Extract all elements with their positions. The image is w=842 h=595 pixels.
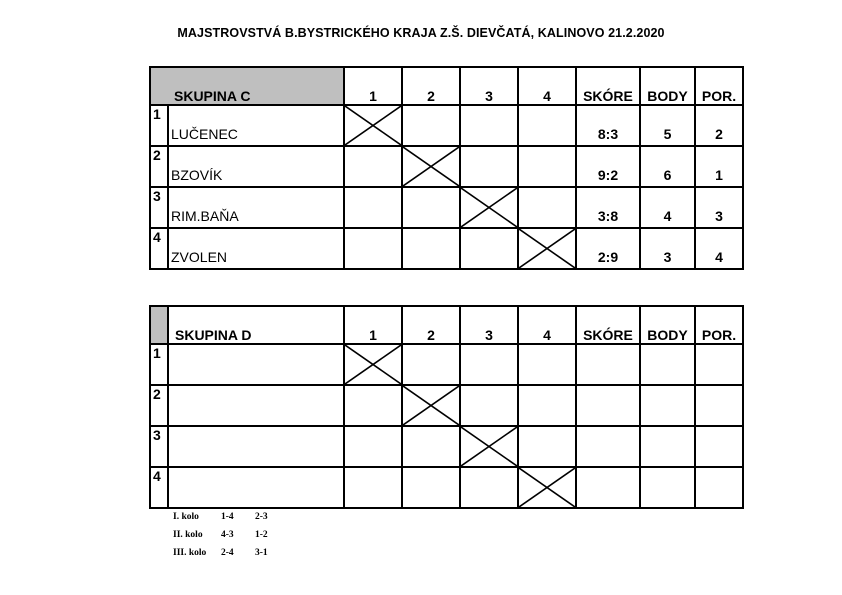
team-row <box>150 344 743 385</box>
score-cell: 2:9 <box>576 228 640 269</box>
match-result-cell <box>402 228 460 269</box>
match-result-cell <box>518 105 576 146</box>
team-row <box>150 426 743 467</box>
match-result-cell <box>344 187 402 228</box>
column-header: 2 <box>402 67 460 105</box>
score-cell: 3:8 <box>576 187 640 228</box>
team-row <box>150 385 743 426</box>
row-number: 1 <box>150 344 168 385</box>
match-result-cell <box>518 385 576 426</box>
rank-cell: 2 <box>695 105 743 146</box>
match-result-cell <box>518 146 576 187</box>
round-match: 4-3 <box>221 530 234 540</box>
team-row <box>150 228 743 269</box>
team-name <box>168 385 344 426</box>
score-cell <box>576 344 640 385</box>
score-cell: 8:3 <box>576 105 640 146</box>
self-match-cross <box>460 187 518 228</box>
page-title: MAJSTROVSTVÁ B.BYSTRICKÉHO KRAJA Z.Š. DIEVČATÁ, KALINOVO 21.2.2020 <box>177 26 665 40</box>
column-header: 1 <box>344 67 402 105</box>
match-result-cell <box>460 344 518 385</box>
rank-cell <box>695 385 743 426</box>
rank-cell: 4 <box>695 228 743 269</box>
match-result-cell <box>518 344 576 385</box>
row-number: 2 <box>150 146 168 187</box>
match-result-cell <box>344 467 402 508</box>
column-header: SKÓRE <box>576 67 640 105</box>
team-name <box>168 467 344 508</box>
round-row <box>173 508 268 526</box>
match-result-cell <box>460 467 518 508</box>
round-match: 2-4 <box>221 548 234 558</box>
team-name: ZVOLEN <box>168 228 344 269</box>
self-match-cross <box>344 105 402 146</box>
points-cell: 6 <box>640 146 695 187</box>
round-match: 3-1 <box>255 548 268 558</box>
match-result-cell <box>402 426 460 467</box>
column-header: 2 <box>402 306 460 344</box>
round-row <box>173 526 268 544</box>
team-name: BZOVÍK <box>168 146 344 187</box>
self-match-cross <box>402 385 460 426</box>
group-d-table <box>149 305 744 509</box>
self-match-cross <box>460 426 518 467</box>
team-name <box>168 426 344 467</box>
team-row <box>150 187 743 228</box>
match-result-cell <box>344 426 402 467</box>
points-cell <box>640 385 695 426</box>
row-number: 3 <box>150 187 168 228</box>
team-row <box>150 105 743 146</box>
row-number: 1 <box>150 105 168 146</box>
header-shade <box>150 67 168 105</box>
group-c-table <box>149 66 744 270</box>
self-match-cross <box>518 467 576 508</box>
match-result-cell <box>344 385 402 426</box>
match-result-cell <box>344 228 402 269</box>
row-number: 4 <box>150 228 168 269</box>
round-row <box>173 544 268 562</box>
round-label: I. kolo <box>173 512 199 522</box>
team-name <box>168 344 344 385</box>
rank-cell: 3 <box>695 187 743 228</box>
round-label: II. kolo <box>173 530 203 540</box>
self-match-cross <box>402 146 460 187</box>
round-match: 2-3 <box>255 512 268 522</box>
points-cell: 5 <box>640 105 695 146</box>
round-label: III. kolo <box>173 548 207 558</box>
column-header: 1 <box>344 306 402 344</box>
match-result-cell <box>402 187 460 228</box>
self-match-cross <box>518 228 576 269</box>
score-cell <box>576 385 640 426</box>
score-cell <box>576 426 640 467</box>
points-cell <box>640 467 695 508</box>
match-result-cell <box>518 187 576 228</box>
match-result-cell <box>460 228 518 269</box>
points-cell <box>640 426 695 467</box>
match-result-cell <box>460 105 518 146</box>
team-row <box>150 146 743 187</box>
match-result-cell <box>402 105 460 146</box>
column-header: 4 <box>518 67 576 105</box>
score-cell <box>576 467 640 508</box>
match-result-cell <box>402 344 460 385</box>
match-result-cell <box>402 467 460 508</box>
match-result-cell <box>460 146 518 187</box>
team-name: LUČENEC <box>168 105 344 146</box>
rank-cell <box>695 467 743 508</box>
column-header: 3 <box>460 306 518 344</box>
points-cell: 4 <box>640 187 695 228</box>
row-number: 4 <box>150 467 168 508</box>
column-header: BODY <box>640 67 695 105</box>
rank-cell: 1 <box>695 146 743 187</box>
match-result-cell <box>460 385 518 426</box>
points-cell: 3 <box>640 228 695 269</box>
team-row <box>150 467 743 508</box>
round-match: 1-4 <box>221 512 234 522</box>
round-match: 1-2 <box>255 530 268 540</box>
header-shade <box>150 306 168 344</box>
column-header: 3 <box>460 67 518 105</box>
column-header: BODY <box>640 306 695 344</box>
column-header: 4 <box>518 306 576 344</box>
column-header: SKÓRE <box>576 306 640 344</box>
group-name: SKUPINA D <box>168 306 344 344</box>
self-match-cross <box>344 344 402 385</box>
round-schedule <box>173 508 268 562</box>
column-header: POR. <box>695 306 743 344</box>
match-result-cell <box>344 146 402 187</box>
row-number: 3 <box>150 426 168 467</box>
team-name: RIM.BAŇA <box>168 187 344 228</box>
column-header: POR. <box>695 67 743 105</box>
match-result-cell <box>518 426 576 467</box>
group-name: SKUPINA C <box>168 67 344 105</box>
row-number: 2 <box>150 385 168 426</box>
points-cell <box>640 344 695 385</box>
rank-cell <box>695 426 743 467</box>
score-cell: 9:2 <box>576 146 640 187</box>
rank-cell <box>695 344 743 385</box>
